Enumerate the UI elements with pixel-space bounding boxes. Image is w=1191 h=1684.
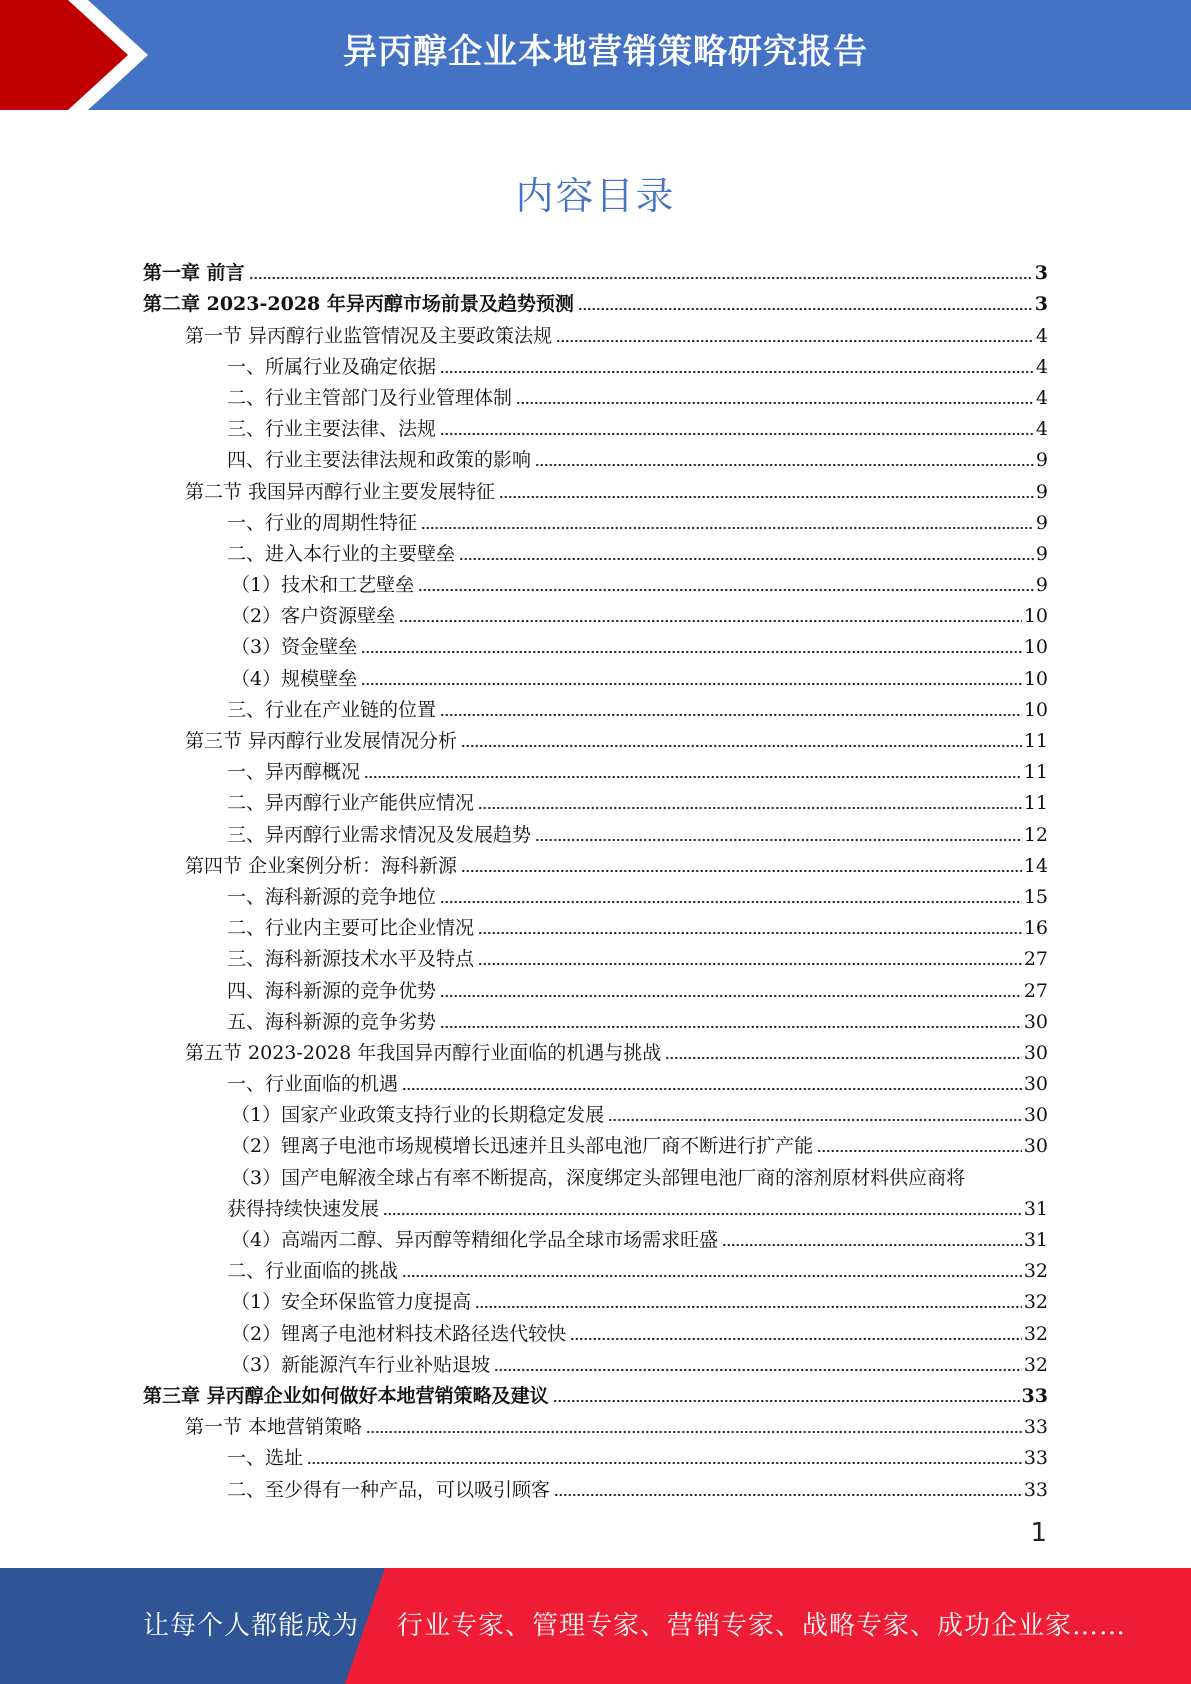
toc-entry-label: 二、行业面临的挑战 — [227, 1260, 399, 1283]
toc-entry-page: 9 — [1035, 574, 1048, 597]
toc-leader-dots — [307, 1461, 1022, 1465]
toc-entry[interactable] — [143, 691, 1048, 722]
toc-entry[interactable] — [143, 535, 1048, 566]
toc-leader-dots — [478, 806, 1022, 810]
toc-leader-dots — [440, 432, 1034, 436]
toc-entry-page: 11 — [1023, 761, 1048, 784]
toc-entry-label: （1）国家产业政策支持行业的长期稳定发展 — [231, 1104, 605, 1127]
toc-entry-label: 一、行业面临的机遇 — [227, 1073, 399, 1096]
toc-entry-label: 四、行业主要法律法规和政策的影响 — [227, 449, 532, 472]
toc-entry[interactable] — [143, 1408, 1048, 1439]
toc-leader-dots — [553, 1399, 1020, 1403]
toc-entry-label: 三、异丙醇行业需求情况及发展趋势 — [227, 823, 532, 846]
toc-entry-page: 9 — [1035, 542, 1048, 565]
toc-entry-label-continued: 获得持续快速发展 — [227, 1197, 380, 1220]
toc-entry[interactable] — [143, 971, 1048, 1002]
toc-leader-dots — [461, 744, 1022, 748]
toc-leader-dots — [478, 962, 1022, 966]
toc-leader-dots — [361, 682, 1022, 686]
toc-entry-page: 9 — [1035, 480, 1048, 503]
toc-entry-page: 30 — [1023, 1041, 1048, 1064]
toc-entry[interactable] — [143, 784, 1048, 815]
toc-entry-page: 33 — [1023, 1416, 1048, 1439]
toc-leader-dots — [817, 1149, 1022, 1153]
header-banner — [0, 0, 1191, 110]
toc-entry-label: 第二章 2023-2028 年异丙醇市场前景及趋势预测 — [143, 293, 574, 316]
toc-entry-page: 30 — [1023, 1073, 1048, 1096]
toc-entry-page: 31 — [1023, 1229, 1048, 1252]
toc-entry-label: 二、异丙醇行业产能供应情况 — [227, 792, 475, 815]
toc-entry-label: （2）锂离子电池材料技术路径迭代较快 — [231, 1322, 567, 1345]
toc-entry-label: （3）新能源汽车行业补贴退坡 — [231, 1353, 491, 1376]
toc-leader-dots — [383, 1212, 1022, 1216]
toc-entry-label: （1）安全环保监管力度提高 — [231, 1291, 472, 1314]
toc-entry-label: 第一章 前言 — [143, 262, 245, 285]
toc-entry-page: 30 — [1023, 1135, 1048, 1158]
toc-leader-dots — [665, 1056, 1022, 1060]
toc-entry-label: 一、海科新源的竞争地位 — [227, 885, 437, 908]
toc-leader-dots — [478, 931, 1022, 935]
toc-entry-label: （3）资金壁垒 — [231, 636, 358, 659]
toc-entry-label: 一、行业的周期性特征 — [227, 511, 418, 534]
toc-entry[interactable] — [143, 1314, 1048, 1345]
toc-leader-dots — [440, 1025, 1022, 1029]
toc-entry-page: 11 — [1023, 730, 1048, 752]
toc-entry-page: 4 — [1035, 324, 1048, 347]
toc-entry-page: 30 — [1023, 1104, 1048, 1127]
toc-entry[interactable] — [143, 628, 1048, 659]
toc-entry-label: 四、海科新源的竞争优势 — [227, 979, 437, 1002]
toc-entry[interactable] — [143, 1283, 1048, 1314]
toc-entry[interactable] — [143, 1096, 1048, 1127]
toc-entry-label: 二、行业内主要可比企业情况 — [227, 917, 475, 940]
toc-entry-page: 3 — [1034, 293, 1048, 316]
toc-entry[interactable] — [143, 847, 1048, 878]
toc-entry[interactable] — [143, 753, 1048, 784]
toc-leader-dots — [459, 557, 1034, 561]
toc-entry-page: 32 — [1023, 1322, 1048, 1345]
footer-slogan-left: 让每个人都能成为 — [143, 1611, 360, 1641]
toc-leader-dots — [366, 1430, 1022, 1434]
toc-entry-label: 一、异丙醇概况 — [227, 761, 361, 784]
toc-entry-label: 第一节 异丙醇行业监管情况及主要政策法规 — [185, 324, 553, 347]
toc-leader-dots — [494, 1368, 1022, 1372]
toc-entry-label: 第五节 2023-2028 年我国异丙醇行业面临的机遇与挑战 — [185, 1041, 662, 1064]
toc-entry[interactable] — [143, 1252, 1048, 1283]
toc-entry-label: 三、行业主要法律、法规 — [227, 418, 437, 441]
toc-entry-label: 第三节 异丙醇行业发展情况分析 — [185, 730, 458, 752]
toc-entry-page: 32 — [1023, 1260, 1048, 1283]
toc-entry-page: 4 — [1035, 386, 1048, 409]
toc-entry-page: 30 — [1023, 1010, 1048, 1033]
footer-banner — [0, 1568, 1191, 1684]
toc-entry[interactable] — [143, 441, 1048, 472]
toc-entry[interactable] — [143, 348, 1048, 379]
header-chevron-decoration — [0, 0, 160, 110]
toc-entry[interactable] — [143, 1127, 1048, 1158]
toc-leader-dots — [402, 1274, 1022, 1278]
toc-entry-label: 二、进入本行业的主要壁垒 — [227, 542, 456, 565]
toc-entry[interactable] — [143, 909, 1048, 940]
toc-entry[interactable] — [143, 316, 1048, 347]
toc-entry[interactable] — [143, 1034, 1048, 1065]
footer-slogan-right: 行业专家、管理专家、营销专家、战略专家、成功企业家…… — [397, 1611, 1127, 1641]
toc-entry-page: 9 — [1035, 511, 1048, 534]
toc-leader-dots — [535, 838, 1022, 842]
toc-entry-page: 31 — [1023, 1197, 1048, 1220]
toc-leader-dots — [418, 588, 1034, 592]
toc-entry[interactable] — [143, 285, 1048, 316]
toc-entry-page: 32 — [1023, 1291, 1048, 1314]
toc-leader-dots — [475, 1305, 1022, 1309]
toc-entry-page: 10 — [1023, 605, 1048, 628]
toc-entry-label: （3）国产电解液全球占有率不断提高，深度绑定头部锂电池厂商的溶剂原材料供应商将 — [231, 1166, 966, 1189]
toc-entry-label: 第二节 我国异丙醇行业主要发展特征 — [185, 480, 496, 503]
toc-entry[interactable] — [143, 566, 1048, 597]
toc-entry[interactable] — [143, 1470, 1048, 1501]
toc-entry[interactable] — [143, 878, 1048, 909]
toc-leader-dots — [608, 1118, 1022, 1122]
toc-entry-page: 14 — [1023, 854, 1048, 877]
toc-entry-label: （2）锂离子电池市场规模增长迅速并且头部电池厂商不断进行扩产能 — [231, 1135, 814, 1158]
toc-leader-dots — [361, 650, 1022, 654]
toc-entry[interactable] — [143, 254, 1048, 285]
toc-leader-dots — [249, 276, 1033, 280]
toc-entry-page: 33 — [1023, 1447, 1048, 1470]
toc-entry-label: （4）规模壁垒 — [231, 667, 358, 690]
toc-entry-page: 9 — [1035, 449, 1048, 472]
toc-leader-dots — [499, 495, 1034, 499]
toc-entry[interactable] — [143, 504, 1048, 535]
toc-entry-page: 33 — [1023, 1478, 1048, 1501]
toc-leader-dots — [440, 713, 1022, 717]
toc-entry-label: 三、海科新源技术水平及特点 — [227, 948, 475, 971]
toc-leader-dots — [516, 401, 1034, 405]
toc-entry-page: 27 — [1023, 948, 1048, 971]
toc-entry[interactable] — [143, 815, 1048, 846]
toc-entry[interactable] — [143, 1003, 1048, 1034]
toc-leader-dots — [399, 619, 1022, 623]
toc-entry-page: 4 — [1035, 418, 1048, 441]
toc-leader-dots — [364, 775, 1022, 779]
toc-heading: 内容目录 — [515, 174, 676, 218]
toc-entry-page: 12 — [1023, 823, 1048, 846]
toc-entry[interactable] — [143, 1377, 1048, 1408]
toc-entry-page: 10 — [1023, 698, 1048, 721]
toc-entry[interactable] — [143, 1065, 1048, 1096]
toc-entry[interactable] — [143, 410, 1048, 441]
toc-entry-label: 三、行业在产业链的位置 — [227, 698, 437, 721]
toc-entry-page: 11 — [1023, 792, 1048, 815]
toc-entry-label: 五、海科新源的竞争劣势 — [227, 1010, 437, 1033]
toc-entry-label: （4）高端丙二醇、异丙醇等精细化学品全球市场需求旺盛 — [231, 1229, 719, 1252]
toc-entry-page: 10 — [1023, 667, 1048, 690]
toc-leader-dots — [578, 307, 1033, 311]
toc-entry[interactable] — [143, 1346, 1048, 1377]
toc-entry-label: 第四节 企业案例分析：海科新源 — [185, 854, 458, 877]
toc-entry[interactable] — [143, 379, 1048, 410]
toc-entry-label: 一、所属行业及确定依据 — [227, 355, 437, 378]
toc-entry-label: 第三章 异丙醇企业如何做好本地营销策略及建议 — [143, 1384, 549, 1407]
toc-entry[interactable] — [143, 722, 1048, 753]
toc-entry-label: 一、选址 — [227, 1447, 304, 1470]
toc-leader-dots — [722, 1243, 1022, 1247]
toc-leader-dots — [556, 339, 1034, 343]
toc-leader-dots — [440, 900, 1022, 904]
toc-leader-dots — [402, 1087, 1022, 1091]
toc-leader-dots — [535, 463, 1034, 467]
toc-entry-label: 第一节 本地营销策略 — [185, 1416, 363, 1439]
toc-entry-page: 3 — [1034, 262, 1048, 285]
toc-leader-dots — [461, 869, 1022, 873]
toc-entry-label: 二、行业主管部门及行业管理体制 — [227, 386, 513, 409]
toc-leader-dots — [570, 1337, 1022, 1341]
toc-entry-page: 32 — [1023, 1353, 1048, 1376]
toc-leader-dots — [440, 370, 1034, 374]
toc-leader-dots — [554, 1493, 1022, 1497]
page-number: 1 — [1030, 1518, 1047, 1548]
toc-entry-page: 10 — [1023, 636, 1048, 659]
toc-entry[interactable] — [143, 940, 1048, 971]
toc-entry[interactable] — [143, 472, 1048, 503]
toc-entry-page: 33 — [1021, 1384, 1048, 1407]
toc-leader-dots — [421, 526, 1034, 530]
toc-entry-page: 4 — [1035, 355, 1048, 378]
toc-entry[interactable] — [143, 597, 1048, 628]
toc-entry[interactable] — [143, 659, 1048, 690]
toc-entry[interactable] — [143, 1158, 1048, 1220]
toc-entry[interactable] — [143, 1439, 1048, 1470]
toc-entry-label: 二、至少得有一种产品，可以吸引顾客 — [227, 1478, 551, 1501]
toc-entry-page: 16 — [1023, 917, 1048, 940]
toc-entry-label: （2）客户资源壁垒 — [231, 605, 396, 628]
toc-entry-label: （1）技术和工艺壁垒 — [231, 574, 415, 597]
table-of-contents — [143, 254, 1048, 1502]
report-title: 异丙醇企业本地营销策略研究报告 — [343, 32, 868, 72]
toc-entry-page: 27 — [1023, 979, 1048, 1002]
toc-entry[interactable] — [143, 1221, 1048, 1252]
toc-leader-dots — [440, 994, 1022, 998]
toc-entry-page: 15 — [1023, 885, 1048, 908]
